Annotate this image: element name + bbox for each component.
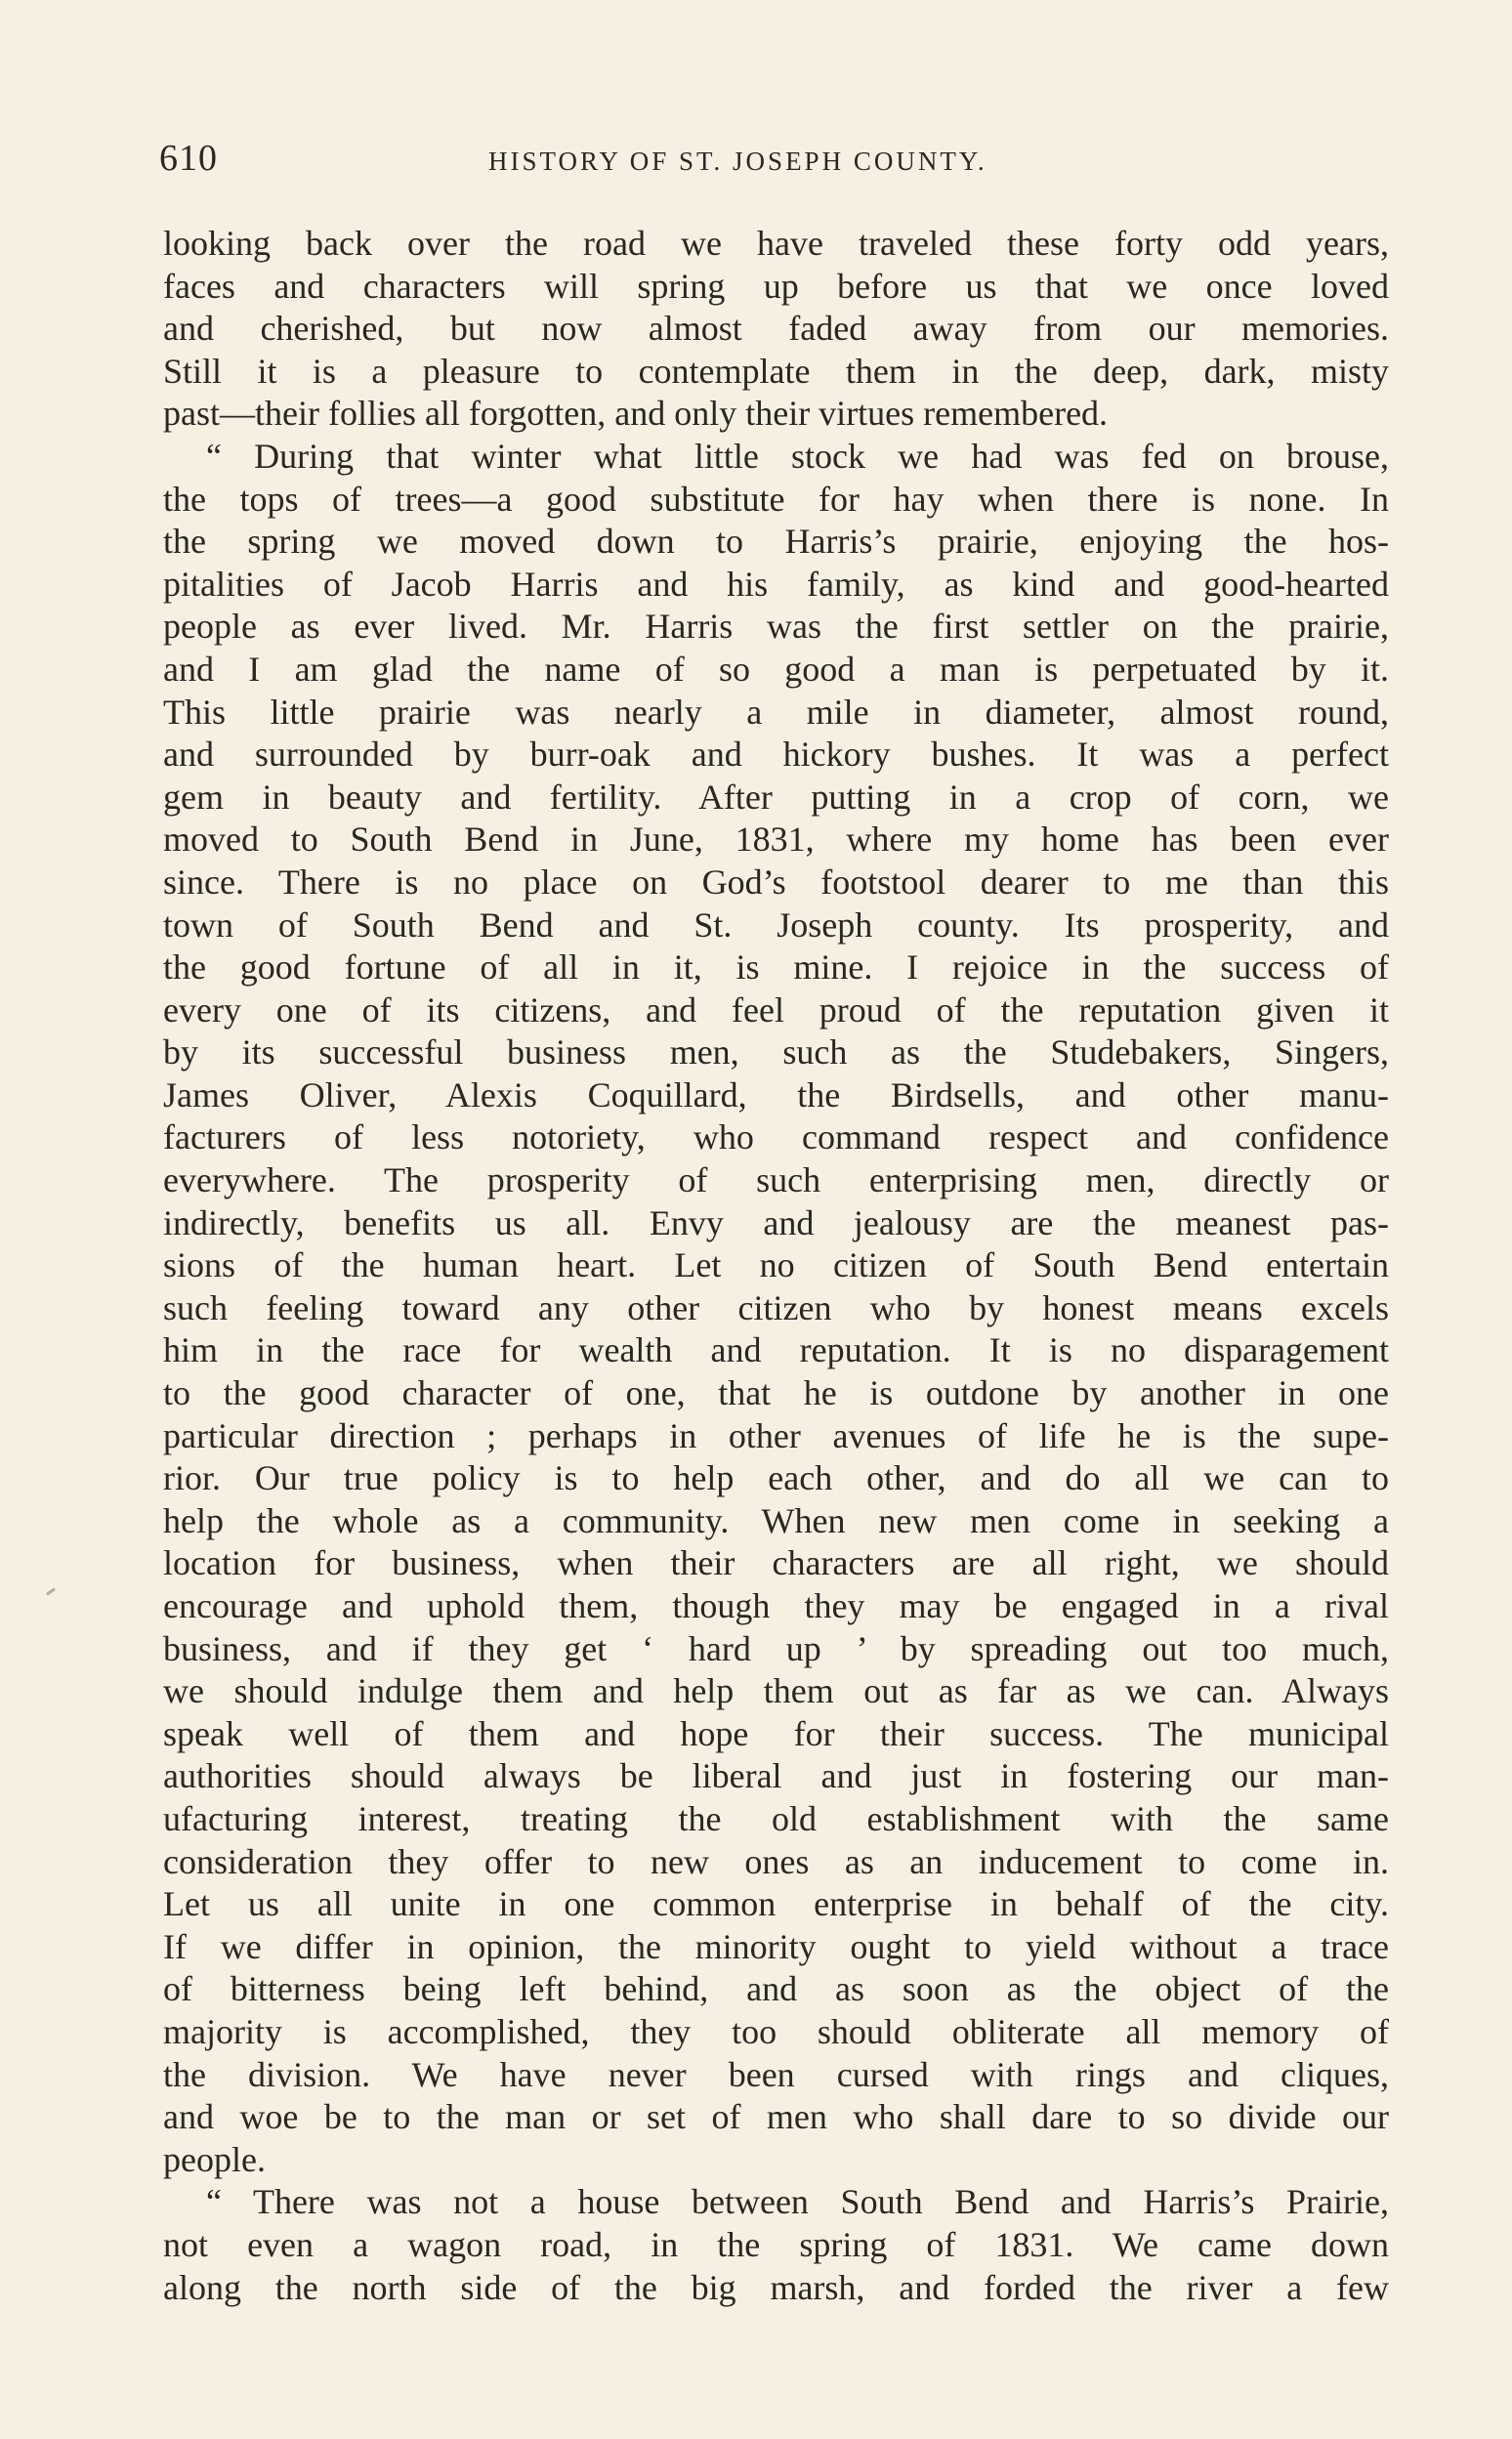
text-line: and surrounded by burr-oak and hickory bushes. It was a perfect	[163, 735, 1389, 775]
text-line: by its successful business men, such as the Studebakers, Singers,	[163, 1032, 1389, 1072]
text-line: to the good character of one, that he is outdone by another in one	[163, 1373, 1389, 1413]
text-line: such feeling toward any other citizen who by honest means excels	[163, 1287, 1389, 1327]
text-line: along the north side of the big marsh, and forded the river a few	[163, 2267, 1389, 2307]
text-line: If we differ in opinion, the minority ought to yield without a trace	[163, 1926, 1389, 1966]
text-line: and woe be to the man or set of men who shall dare to so divide our	[163, 2097, 1389, 2137]
text-line: people.	[163, 2139, 266, 2179]
text-line: Still it is a pleasure to contemplate them in the deep, dark, misty	[163, 351, 1389, 391]
text-line: ufacturing interest, treating the old establishment with the same	[163, 1798, 1389, 1838]
text-line: speak well of them and hope for their success. The municipal	[163, 1713, 1389, 1753]
text-line: This little prairie was nearly a mile in diameter, almost round,	[163, 692, 1389, 732]
text-line: the division. We have never been cursed with rings and cliques,	[163, 2054, 1389, 2094]
text-line: location for business, when their characters are all right, we should	[163, 1543, 1389, 1583]
text-line: we should indulge them and help them out as far as we can. Always	[163, 1671, 1389, 1711]
text-line: sions of the human heart. Let no citizen of South Bend entertain	[163, 1245, 1389, 1285]
text-line: facturers of less notoriety, who command respect and confidence	[163, 1117, 1389, 1157]
text-line: faces and characters will spring up before us that we once loved	[163, 266, 1389, 306]
text-line: consideration they offer to new ones as an inducement to come in.	[163, 1841, 1389, 1881]
text-line: past—their follies all forgotten, and only their virtues remembered.	[163, 394, 1109, 434]
text-line: rior. Our true policy is to help each other, and do all we can to	[163, 1458, 1389, 1498]
text-line: particular direction ; perhaps in other avenues of life he is the supe-	[163, 1415, 1389, 1455]
text-line: moved to South Bend in June, 1831, where my home has been ever	[163, 820, 1389, 860]
text-line: gem in beauty and fertility. After putting in a crop of corn, we	[163, 777, 1389, 817]
text-line: since. There is no place on God’s footstool dearer to me than this	[163, 862, 1389, 902]
running-title: HISTORY OF ST. JOSEPH COUNTY.	[488, 147, 987, 176]
text-line: not even a wagon road, in the spring of 1831. We came down	[163, 2224, 1389, 2264]
text-line: people as ever lived. Mr. Harris was the first settler on the prairie,	[163, 607, 1389, 647]
text-line: help the whole as a community. When new men come in seeking a	[163, 1500, 1389, 1540]
text-line: him in the race for wealth and reputation. It is no disparagement	[163, 1330, 1389, 1370]
text-line: and I am glad the name of so good a man is perpetuated by it.	[163, 649, 1389, 689]
body-text	[163, 223, 1389, 2309]
text-line: the tops of trees—a good substitute for hay when there is none. In	[163, 479, 1389, 519]
text-line: business, and if they get ‘ hard up ’ by spreading out too much,	[163, 1628, 1389, 1668]
text-line: encourage and uphold them, though they may be engaged in a rival	[163, 1586, 1389, 1625]
text-line: James Oliver, Alexis Coquillard, the Birdsells, and other manu-	[163, 1074, 1389, 1114]
text-line: majority is accomplished, they too should obliterate all memory of	[163, 2011, 1389, 2051]
text-line: “ During that winter what little stock we had was fed on brouse,	[206, 436, 1389, 476]
text-line: every one of its citizens, and feel proud of the reputation given it	[163, 989, 1389, 1030]
text-line: the good fortune of all in it, is mine. I rejoice in the success of	[163, 947, 1389, 988]
text-line: pitalities of Jacob Harris and his family, as kind and good-hearted	[163, 564, 1389, 604]
text-line: “ There was not a house between South Bend and Harris’s Prairie,	[206, 2182, 1389, 2222]
text-line: everywhere. The prosperity of such enterprising men, directly or	[163, 1160, 1389, 1200]
text-line: the spring we moved down to Harris’s prairie, enjoying the hos-	[163, 522, 1389, 562]
text-line: and cherished, but now almost faded away from our memories.	[163, 309, 1389, 349]
text-line: looking back over the road we have traveled these forty odd years,	[163, 224, 1389, 263]
text-line: of bitterness being left behind, and as soon as the object of the	[163, 1969, 1389, 2009]
text-line: town of South Bend and St. Joseph county. Its prosperity, and	[163, 904, 1389, 945]
text-line: Let us all unite in one common enterprise in behalf of the city.	[163, 1884, 1389, 1924]
text-line: authorities should always be liberal and just in fostering our man-	[163, 1756, 1389, 1796]
margin-mark	[46, 1587, 56, 1595]
page-number: 610	[159, 138, 218, 179]
text-line: indirectly, benefits us all. Envy and jealousy are the meanest pas-	[163, 1202, 1389, 1242]
